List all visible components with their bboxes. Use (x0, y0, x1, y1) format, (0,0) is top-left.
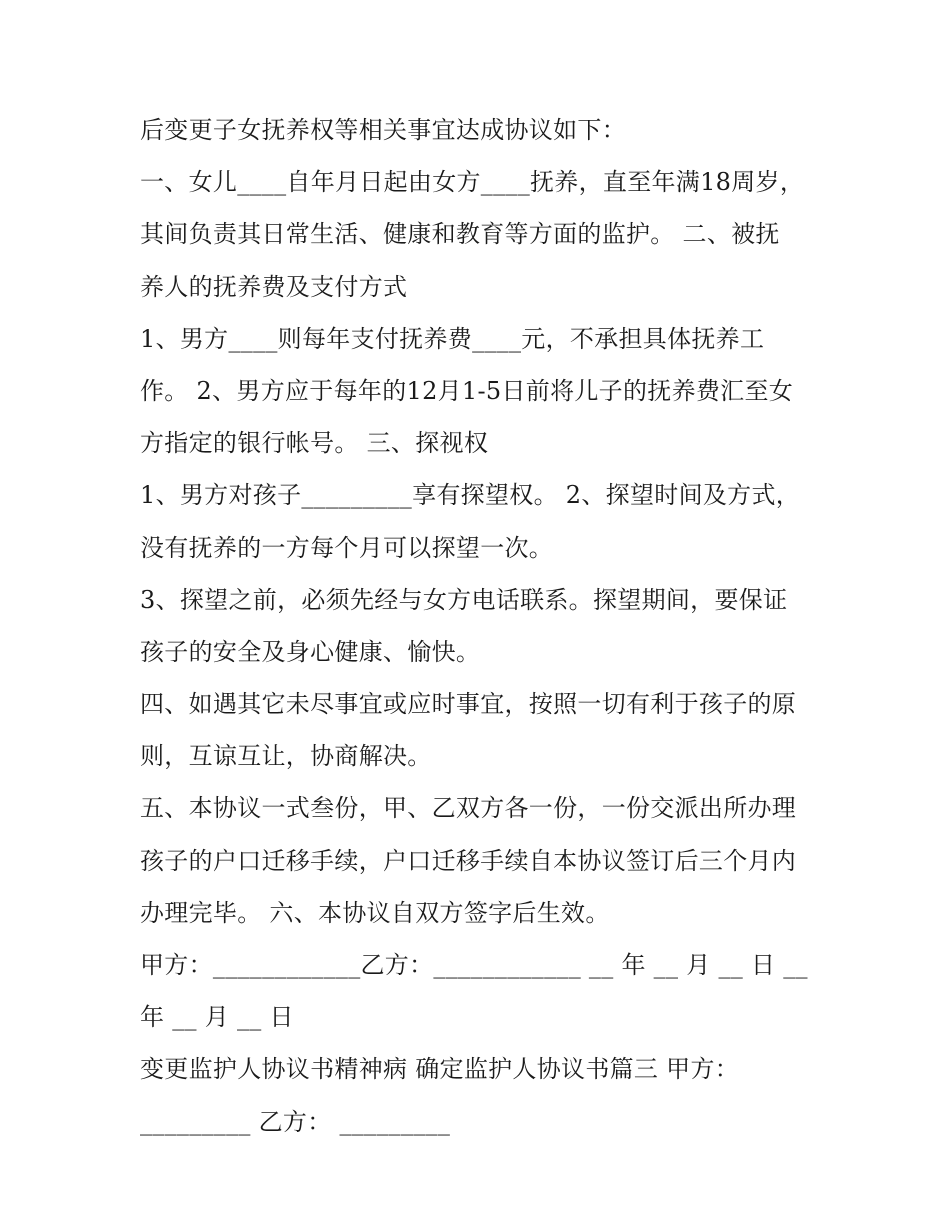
date-line: 年 __ 月 __ 日 (140, 1003, 294, 1032)
text-line: 养人的抚养费及支付方式 (140, 272, 408, 301)
text-line: 办理完毕。 六、本协议自双方签字后生效。 (140, 898, 610, 927)
text-line: 孩子的安全及身心健康、愉快。 (140, 637, 481, 666)
text-line: 四、如遇其它未尽事宜或应时事宜，按照一切有利于孩子的原 (140, 690, 797, 719)
section-title-line: 变更监护人协议书精神病 确定监护人协议书篇三 甲方： (140, 1055, 740, 1084)
text-line: 一、女儿____自年月日起由女方____抚养，直至年满18周岁， (140, 168, 805, 197)
text-line: 五、本协议一式叁份，甲、乙双方各一份，一份交派出所办理 (140, 794, 797, 823)
text-line: 1、男方____则每年支付抚养费____元，不承担具体抚养工 (140, 324, 765, 353)
text-line: 其间负责其日常生活、健康和教育等方面的监护。 二、被抚 (140, 220, 780, 249)
signature-line: 甲方：____________乙方：____________ __ 年 __ 月 __ 日 __ (140, 951, 808, 979)
text-line: 方指定的银行帐号。 三、探视权 (140, 429, 489, 458)
text-line: 则，互谅互让，协商解决。 (140, 742, 432, 771)
signature-line: _________ 乙方： _________ (140, 1107, 451, 1136)
text-line: 1、男方对孩子_________享有探望权。 2、探望时间及方式， (140, 481, 801, 510)
text-line: 后变更子女抚养权等相关事宜达成协议如下： (140, 116, 626, 144)
text-line: 3、探望之前，必须先经与女方电话联系。探望期间，要保证 (140, 585, 788, 614)
text-line: 孩子的户口迁移手续，户口迁移手续自本协议签订后三个月内 (140, 846, 797, 875)
text-line: 作。 2、男方应于每年的12月1-5日前将儿子的抚养费汇至女 (140, 376, 794, 405)
document-body (140, 104, 830, 1148)
text-line: 没有抚养的一方每个月可以探望一次。 (140, 533, 554, 562)
